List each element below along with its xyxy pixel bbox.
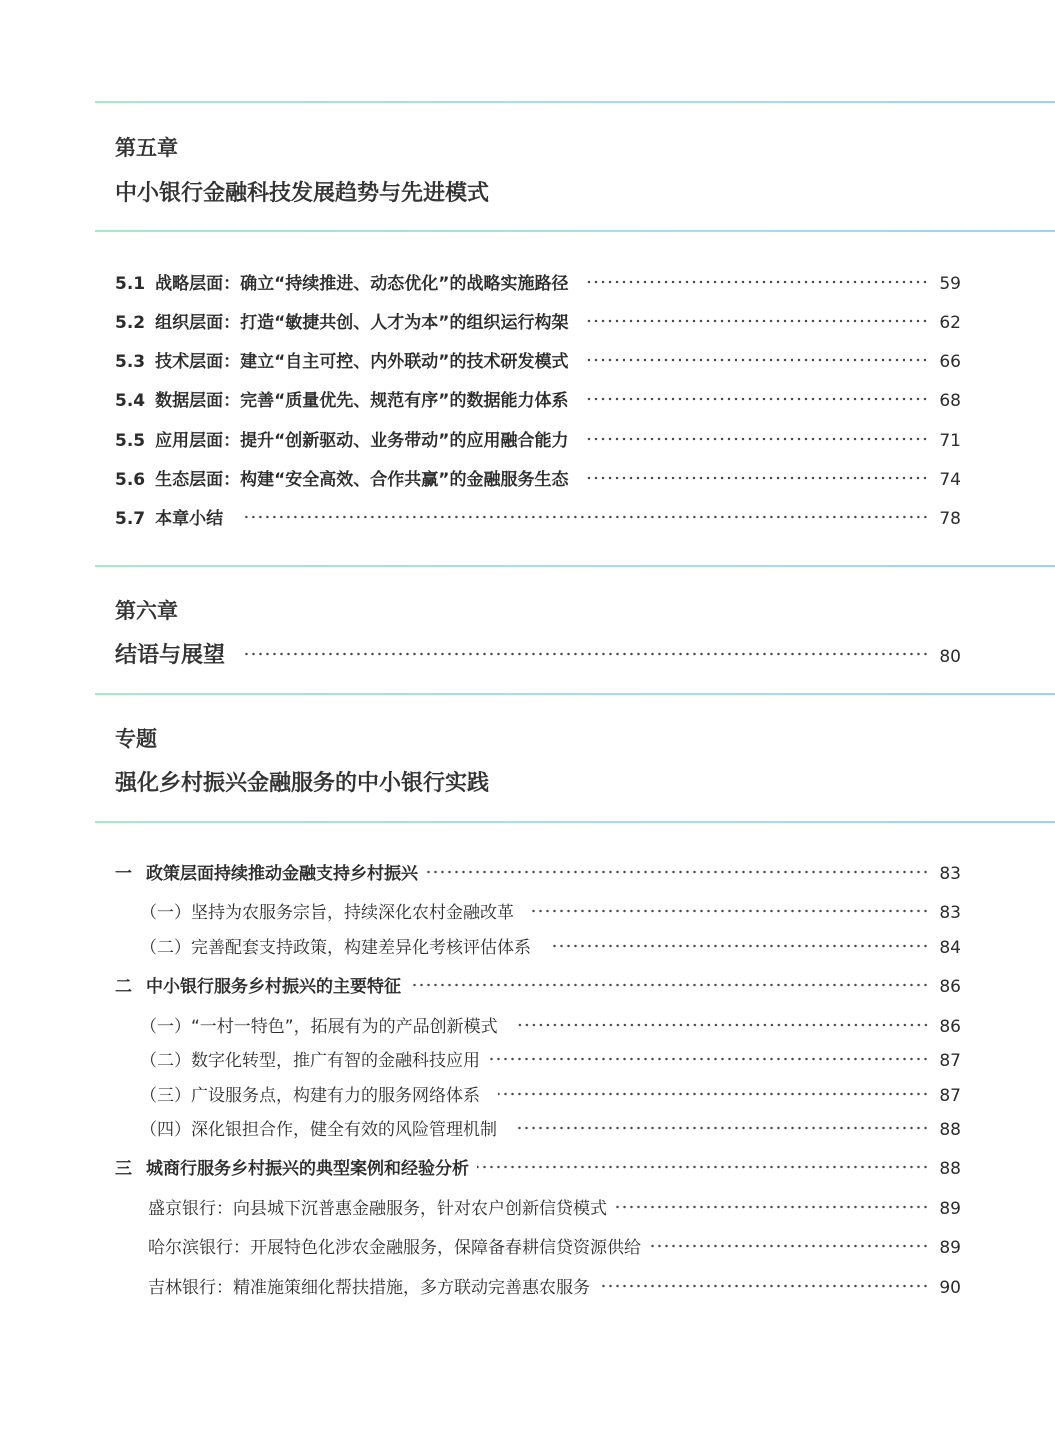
- toc-entry-5-3[interactable]: [115, 347, 961, 372]
- section-number: 三: [115, 1159, 132, 1179]
- toc-subentry[interactable]: [140, 933, 961, 958]
- toc-subentry[interactable]: [140, 1081, 961, 1106]
- leader-dots: [586, 358, 929, 362]
- toc-subentry[interactable]: [140, 898, 961, 923]
- leader-dots: [488, 1057, 929, 1061]
- leader-dots: [515, 1126, 929, 1130]
- subentry-label: （二）完善配套支持政策，构建差异化考核评估体系: [140, 938, 531, 958]
- entry-label: 数据层面：完善“质量优先、规范有序”的数据能力体系: [155, 391, 569, 411]
- divider: [95, 565, 1055, 567]
- section-label: 中小银行服务乡村振兴的主要特征: [146, 977, 401, 997]
- page-number: 88: [939, 1120, 961, 1140]
- entry-label: 应用层面：提升“创新驱动、业务带动”的应用融合能力: [155, 431, 569, 451]
- special-topic-label: 专题: [115, 727, 157, 751]
- entry-label: 技术层面：建立“自主可控、内外联动”的技术研发模式: [155, 352, 569, 372]
- toc-entry-5-1[interactable]: [115, 269, 961, 294]
- page-number: 71: [939, 431, 961, 451]
- section-label: 政策层面持续推动金融支持乡村振兴: [146, 864, 418, 884]
- toc-subentry[interactable]: [148, 1273, 961, 1298]
- subentry-label: （一）“一村一特色”，拓展有为的产品创新模式: [140, 1017, 498, 1037]
- toc-entry-5-2[interactable]: [115, 308, 961, 333]
- leader-dots: [598, 1284, 929, 1288]
- entry-number: 5.2: [115, 313, 146, 333]
- entry-number: 5.1: [115, 274, 146, 294]
- toc-section-1[interactable]: [115, 859, 961, 884]
- entry-number: 5.4: [115, 391, 146, 411]
- toc-section-3[interactable]: [115, 1154, 961, 1179]
- subentry-label: 吉林银行：精准施策细化帮扶措施，多方联动完善惠农服务: [148, 1278, 590, 1298]
- entry-label: 组织层面：打造“敏捷共创、人才为本”的组织运行构架: [155, 313, 569, 333]
- chapter-6-title: 结语与展望: [115, 643, 226, 668]
- leader-dots: [243, 652, 929, 656]
- leader-dots: [586, 397, 929, 401]
- subentry-label: （二）数字化转型，推广有智的金融科技应用: [140, 1051, 480, 1071]
- page-number: 87: [939, 1051, 961, 1071]
- leader-dots: [586, 476, 929, 480]
- chapter-5-label: 第五章: [115, 136, 178, 160]
- leader-dots: [586, 437, 929, 441]
- leader-dots: [649, 1244, 929, 1248]
- page-number: 83: [939, 864, 961, 884]
- toc-subentry[interactable]: [140, 1046, 961, 1071]
- entry-number: 5.7: [115, 509, 146, 529]
- leader-dots: [477, 1165, 929, 1169]
- toc-entry-chapter-6[interactable]: [115, 638, 961, 669]
- toc-subentry[interactable]: [148, 1194, 961, 1219]
- toc-subentry[interactable]: [148, 1233, 961, 1258]
- divider: [95, 230, 1055, 232]
- toc-entry-5-5[interactable]: [115, 426, 961, 451]
- toc-entry-5-6[interactable]: [115, 465, 961, 490]
- page-number: 68: [939, 391, 961, 411]
- toc-entry-5-7[interactable]: [115, 504, 961, 529]
- page-number: 89: [939, 1238, 961, 1258]
- entry-number: 5.3: [115, 352, 146, 372]
- page-number: 88: [939, 1159, 961, 1179]
- toc-subentry[interactable]: [140, 1115, 961, 1140]
- divider: [95, 101, 1055, 103]
- page-number: 83: [939, 903, 961, 923]
- toc-entry-5-4[interactable]: [115, 386, 961, 411]
- page-number: 90: [939, 1278, 961, 1298]
- entry-number: 5.5: [115, 431, 146, 451]
- leader-dots: [426, 870, 929, 874]
- subentry-label: （一）坚持为农服务宗旨，持续深化农村金融改革: [140, 903, 514, 923]
- leader-dots: [532, 909, 929, 913]
- leader-dots: [586, 319, 929, 323]
- section-label: 城商行服务乡村振兴的典型案例和经验分析: [146, 1159, 469, 1179]
- subentry-label: （三）广设服务点，构建有力的服务网络体系: [140, 1086, 480, 1106]
- leader-dots: [409, 983, 929, 987]
- page-number: 59: [939, 274, 961, 294]
- section-number: 一: [115, 864, 132, 884]
- page-number: 78: [939, 509, 961, 529]
- page-number: 89: [939, 1199, 961, 1219]
- subentry-label: 盛京银行：向县城下沉普惠金融服务，针对农户创新信贷模式: [148, 1199, 607, 1219]
- chapter-5-title: 中小银行金融科技发展趋势与先进模式: [115, 181, 490, 206]
- page-number: 86: [939, 1017, 961, 1037]
- entry-number: 5.6: [115, 470, 146, 490]
- page-number: 84: [939, 938, 961, 958]
- page-number: 66: [939, 352, 961, 372]
- divider: [95, 821, 1055, 823]
- toc-section-2[interactable]: [115, 972, 961, 997]
- entry-label: 本章小结: [155, 509, 224, 529]
- page-number: 86: [939, 977, 961, 997]
- subentry-label: （四）深化银担合作，健全有效的风险管理机制: [140, 1120, 497, 1140]
- page-number: 74: [939, 470, 961, 490]
- entry-label: 生态层面：构建“安全高效、合作共赢”的金融服务生态: [155, 470, 569, 490]
- leader-dots: [241, 515, 929, 519]
- page-number: 80: [939, 647, 961, 667]
- page-number: 62: [939, 313, 961, 333]
- toc-subentry[interactable]: [140, 1012, 961, 1037]
- chapter-6-label: 第六章: [115, 599, 178, 623]
- special-topic-title: 强化乡村振兴金融服务的中小银行实践: [115, 771, 490, 796]
- divider: [95, 693, 1055, 695]
- leader-dots: [498, 1092, 929, 1096]
- section-number: 二: [115, 977, 132, 997]
- leader-dots: [586, 280, 929, 284]
- entry-label: 战略层面：确立“持续推进、动态优化”的战略实施路径: [155, 274, 569, 294]
- leader-dots: [549, 944, 929, 948]
- leader-dots: [516, 1023, 929, 1027]
- leader-dots: [615, 1205, 929, 1209]
- page-number: 87: [939, 1086, 961, 1106]
- subentry-label: 哈尔滨银行：开展特色化涉农金融服务，保障备春耕信贷资源供给: [148, 1238, 641, 1258]
